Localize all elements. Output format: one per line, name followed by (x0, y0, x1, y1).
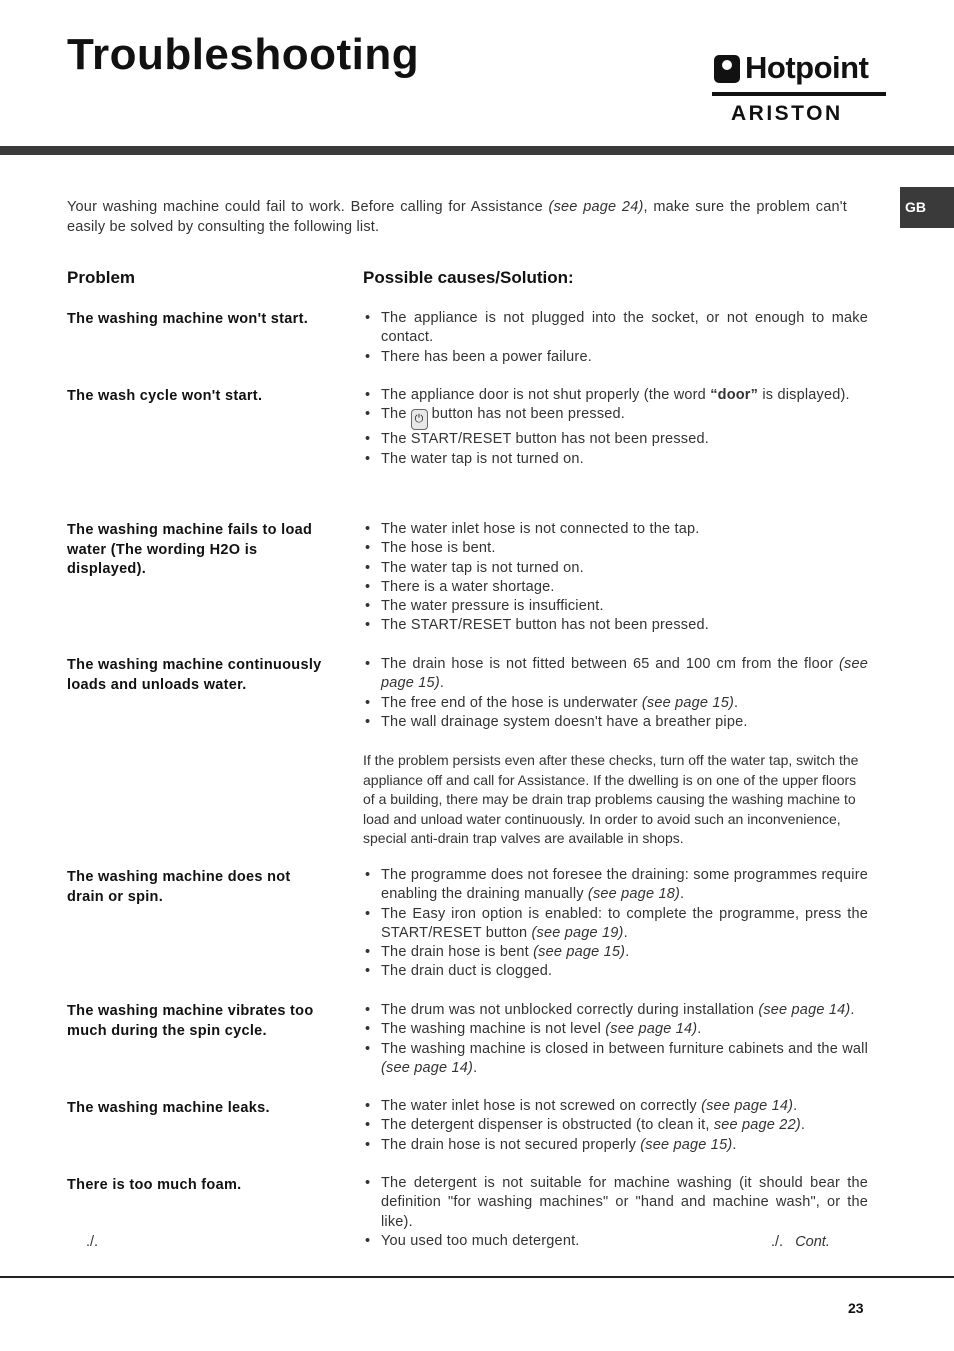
cont-text: Cont. (795, 1234, 830, 1250)
solution-item: • The START/RESET button has not been pressed. (363, 616, 868, 635)
page-ref: (see page 19) (531, 924, 624, 941)
page-ref: (see page 14) (758, 1002, 851, 1018)
solution-item (363, 1001, 868, 1020)
solution-list (363, 309, 868, 367)
problem-column-header: Problem (67, 268, 136, 287)
page-ref: (see page 15) (533, 944, 626, 961)
item-text: The programme does not foresee the draining: some programmes require enabling the draining manually (381, 867, 868, 903)
item-text: The drum was not unblocked correctly during installation (381, 1002, 759, 1018)
item-end: . (697, 1021, 702, 1038)
intro-text: Your washing machine could fail to work. Before calling for Assistance (67, 199, 549, 215)
solution-item (363, 655, 868, 694)
solution-item (363, 386, 868, 405)
header-rule (0, 146, 954, 155)
assistance-note: If the problem persists even after these checks, turn off the water tap, switch the appliance off and call for Assistance. If the dwelling is on one of the upper floors of a building, there may be drain trap problems causing the washing machine to load and unload water continuously. In order to avoid such an inconvenience, special anti-drain trap valves are available in shops. (363, 752, 859, 846)
item-end: . (439, 675, 445, 692)
item-end: . (473, 1059, 478, 1076)
item-end: . (850, 1002, 855, 1018)
solution-item (363, 405, 868, 430)
item-text: The detergent dispenser is obstructed (to clean it, (381, 1117, 714, 1134)
item-text: The drain duct is clogged. (381, 963, 553, 980)
language-tab: GB (900, 187, 954, 228)
solution-item: • You used too much detergent. (363, 1232, 868, 1251)
hotpoint-ariston-logo (712, 50, 890, 130)
power-icon: ⏻ (411, 409, 428, 430)
page-ref: (see page 18) (587, 886, 680, 903)
page-ref: (see page 14) (381, 1059, 474, 1076)
solution-item (363, 694, 868, 713)
problem-label: The washing machine does not drain or spin. (67, 869, 291, 905)
solution-item (363, 1020, 868, 1039)
solution-column-header: Possible causes/Solution: (363, 268, 574, 287)
footer-rule (0, 1276, 954, 1278)
page-ref: (see page 14) (701, 1098, 794, 1114)
solution-item: • There is a water shortage. (363, 578, 868, 597)
logo-brand-text: Hotpoint (745, 50, 869, 85)
item-text: The appliance door is not shut properly (the word (381, 387, 711, 403)
door-word: “door” (710, 387, 759, 403)
solution-list (363, 386, 868, 469)
page-ref: (see page 14) (605, 1021, 698, 1038)
logo-mark-icon (714, 55, 740, 83)
item-text: The washing machine is closed in between furniture cabinets and the wall (381, 1040, 868, 1057)
solution-item: • The appliance is not plugged into the socket, or not enough to make contact. (363, 309, 868, 348)
solution-item (363, 713, 868, 732)
item-text: The wall drainage system doesn't have a breather pipe. (381, 713, 748, 730)
solution-item: • The water pressure is insufficient. (363, 597, 868, 616)
solution-item: • The water tap is not turned on. (363, 559, 868, 578)
solution-item (363, 866, 868, 905)
solution-item: • The detergent is not suitable for machine washing (it should bear the definition "for washing machines" or "hand and machine wash", or the like). (363, 1174, 868, 1232)
item-end: . (623, 924, 628, 941)
item-text: The drain hose is not secured properly (381, 1136, 641, 1153)
item-text: The free end of the hose is underwater (381, 694, 642, 711)
intro-page-ref: (see page 24) (548, 199, 644, 215)
page-ref: see page 22) (713, 1117, 801, 1134)
problem-label: The wash cycle won't start. (67, 388, 263, 404)
solution-item (363, 1040, 868, 1079)
page-number: 23 (848, 1300, 864, 1316)
problem-label: The washing machine leaks. (67, 1100, 270, 1116)
item-text: The washing machine is not level (381, 1021, 606, 1038)
solution-item: • There has been a power failure. (363, 348, 868, 367)
page-ref: (see page 15) (381, 656, 868, 692)
solution-item: • The water inlet hose is not connected to the tap. (363, 520, 868, 539)
problem-label: The washing machine fails to load water (The wording H2O is displayed). (67, 522, 313, 577)
item-text: The water inlet hose is not screwed on correctly (381, 1098, 702, 1114)
intro-text-end: , make sure the problem can't easily be solved by consulting the following list. (67, 199, 847, 235)
item-end: . (733, 694, 739, 711)
solution-list (363, 1001, 868, 1078)
solution-item (363, 905, 868, 944)
item-text: The (381, 406, 407, 423)
page-ref: (see page 15) (641, 694, 734, 711)
solution-list (363, 1097, 868, 1155)
continuation-mark: ./. (771, 1234, 784, 1250)
item-end: . (732, 1136, 737, 1153)
page-title: Troubleshooting (67, 30, 420, 79)
item-text: The Easy iron option is enabled: to complete the programme, press the START/RESET button (381, 905, 868, 941)
solution-item (363, 943, 868, 962)
page-ref: (see page 15) (640, 1136, 733, 1153)
solution-list (363, 655, 868, 732)
problem-label: The washing machine continuously loads and unloads water. (67, 657, 322, 693)
logo-divider (712, 92, 886, 96)
item-text: The drain hose is not fitted between 65 and 100 cm from the floor (381, 656, 839, 672)
item-end: . (793, 1098, 798, 1114)
item-text: button has not been pressed. (431, 406, 626, 423)
logo-subtext: ARISTON (731, 102, 843, 125)
solution-item (363, 1097, 868, 1116)
continuation-mark: ./. (86, 1234, 99, 1250)
solution-item (363, 1136, 868, 1155)
solution-item: • The START/RESET button has not been pressed. (363, 430, 868, 449)
problem-label: The washing machine won't start. (67, 311, 309, 327)
item-text: is displayed). (758, 387, 850, 403)
problem-label: The washing machine vibrates too much during the spin cycle. (67, 1003, 314, 1039)
continued-label (771, 1234, 830, 1250)
item-text: The drain hose is bent (381, 944, 534, 961)
problem-label: There is too much foam. (67, 1177, 242, 1193)
solution-item (363, 1116, 868, 1135)
item-end: . (800, 1117, 806, 1134)
solution-item: • The water tap is not turned on. (363, 450, 868, 469)
solution-list (363, 520, 868, 636)
item-end: . (680, 886, 685, 903)
solution-list (363, 866, 868, 982)
intro-paragraph (67, 198, 847, 237)
solution-item: • The hose is bent. (363, 539, 868, 558)
item-end: . (625, 944, 630, 961)
solution-item (363, 962, 868, 981)
